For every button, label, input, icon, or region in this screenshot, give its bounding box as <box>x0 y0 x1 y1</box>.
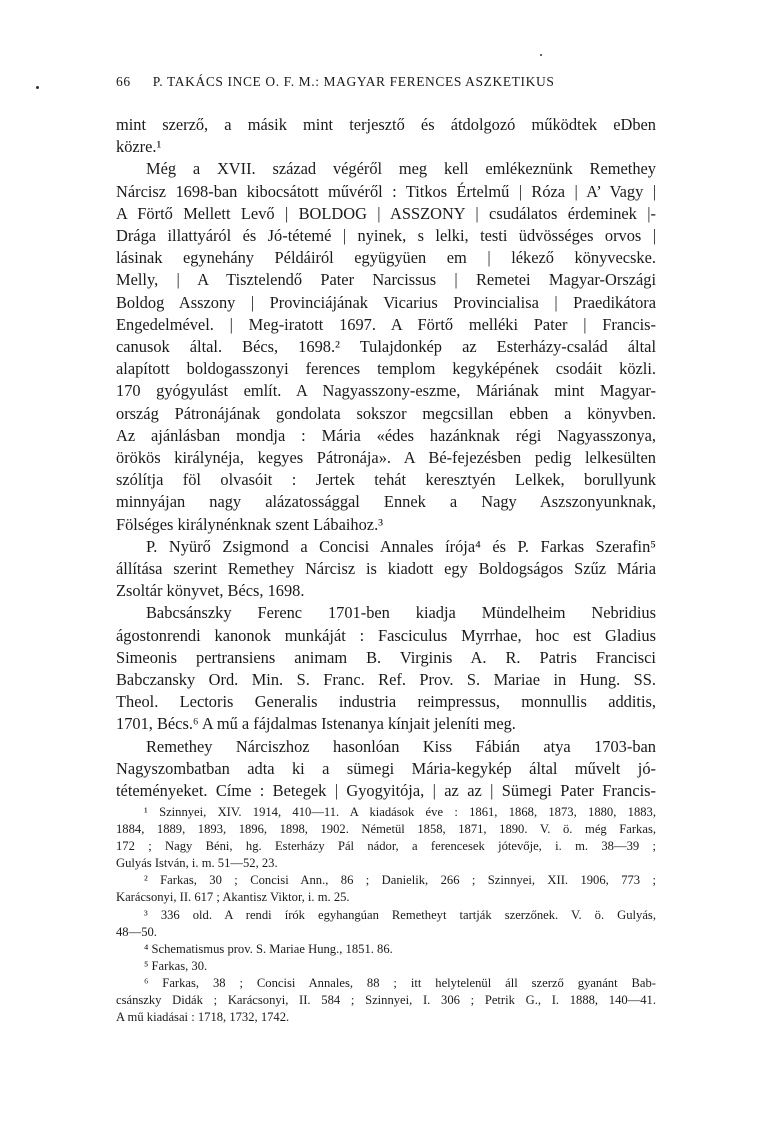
text-line: Theol. Lectoris Generalis industria reimpressus, monnullis additis, <box>116 692 656 712</box>
text-line: örökös királynéja, kegyes Pátronája». A Bé-fejezésben pedig lelkesülten <box>116 448 656 468</box>
text-line: lásinak egynehány Példáiról együgyüen em | lékező könyvecske. <box>116 248 656 268</box>
text-line: Babczansky Ord. Min. S. Franc. Ref. Prov. S. Mariae in Hung. SS. <box>116 670 656 690</box>
text-line: Melly, | A Tisztelendő Pater Narcissus | Remetei Magyar-Országi <box>116 270 656 290</box>
text-line: P. Nyürő Zsigmond a Concisi Annales írója⁴ és P. Farkas Szerafin⁵ <box>146 536 656 556</box>
text-line: Zsoltár könyvet, Bécs, 1698. <box>116 581 305 601</box>
text-line: Babcsánszky Ferenc 1701-ben kiadja Mündelheim Nebridius <box>146 603 656 623</box>
text-line: minnyájan nagy alázatossággal Ennek a Nagy Aszszonyunknak, <box>116 492 656 512</box>
running-title: P. TAKÁCS INCE O. F. M.: MAGYAR FERENCES ASZKETIKUS <box>152 74 555 89</box>
footnote-line: ² Farkas, 30 ; Concisi Ann., 86 ; Danielik, 266 ; Szinnyei, XII. 1906, 773 ; <box>144 873 656 888</box>
main-text <box>116 114 656 802</box>
text-line: Remethey Nárciszhoz hasonlóan Kiss Fábián atya 1703-ban <box>146 736 656 756</box>
print-speck <box>540 54 542 56</box>
text-line: Az ajánlásban mondja : Mária «édes hazánknak régi Nagyasszonya, <box>116 425 656 445</box>
text-line: alapított boldogasszonyi ferences templom kegyképének csodáit közli. <box>116 359 656 379</box>
text-line: A Förtő Mellett Levő | BOLDOG | ASSZONY | csudálatos érdeminek |- <box>116 203 656 223</box>
text-line: Boldog Asszony | Provinciájának Vicarius Provincialisa | Praedikátora <box>116 292 656 312</box>
text-line: 170 gyógyulást említ. A Nagyasszony-eszme, Máriának mint Magyar- <box>116 381 656 401</box>
footnote-line: ⁵ Farkas, 30. <box>144 958 208 973</box>
footnote-line: ⁴ Schematismus prov. S. Mariae Hung., 1851. 86. <box>144 941 393 956</box>
footnote-line: Gulyás István, i. m. 51—52, 23. <box>116 856 278 871</box>
text-line: téteményeket. Címe : Betegek | Gyogyitója, | az az | Sümegi Pater Francis- <box>116 781 656 801</box>
footnote-line: ³ 336 old. A rendi írók egyhangúan Remetheyt tartják szerzőnek. V. ö. Gulyás, <box>144 907 656 922</box>
footnote-line: csánszky Didák ; Karácsonyi, II. 584 ; Szinnyei, I. 306 ; Petrik G., I. 1888, 140—41. <box>116 993 656 1008</box>
footnote-line: A mű kiadásai : 1718, 1732, 1742. <box>116 1010 290 1025</box>
text-line: Engedelmével. | Meg-iratott 1697. A Förtő melléki Pater | Francis- <box>116 314 656 334</box>
footnote-line: 48—50. <box>116 924 157 939</box>
print-speck <box>36 86 39 89</box>
footnote-line: 172 ; Nagy Béni, hg. Esterházy Pál nádor, a ferencesek jótevője, i. m. 38—39 ; <box>116 839 656 854</box>
footnote-line: 1884, 1889, 1893, 1896, 1898, 1902. Németül 1858, 1871, 1890. V. ö. még Farkas, <box>116 822 656 837</box>
running-header <box>116 74 656 90</box>
text-line: 1701, Bécs.⁶ A mű a fájdalmas Istenanya kínjait jeleníti meg. <box>116 714 516 734</box>
text-line: Még a XVII. század végéről meg kell emlékeznünk Remethey <box>146 159 656 179</box>
footnote-line: ⁶ Farkas, 38 ; Concisi Annales, 88 ; itt helytelenül áll szerző gyanánt Bab- <box>144 975 656 990</box>
text-line: ágostonrendi kanonok munkáját : Fasciculus Myrrhae, hoc est Gladius <box>116 625 656 645</box>
text-line: Drága illattyáról és Jó-tétemé | nyinek, s lelki, testi üdvösséges orvos | <box>116 226 656 246</box>
text-line: mint szerző, a másik mint terjesztő és átdolgozó működtek eDben <box>116 115 656 134</box>
text-line: közre.¹ <box>116 137 162 157</box>
footnote-line: ¹ Szinnyei, XIV. 1914, 410—11. A kiadások éve : 1861, 1868, 1873, 1880, 1883, <box>144 805 656 819</box>
page-number: 66 <box>116 74 131 89</box>
text-line: Nárcisz 1698-ban kibocsátott művéről : Titkos Értelmű | Róza | A’ Vagy | <box>116 181 656 201</box>
text-line: ország Pátronájának gondolata sokszor megcsillan ebben a könyvben. <box>116 403 656 423</box>
text-line: canusok által. Bécs, 1698.² Tulajdonkép az Esterházy-család által <box>116 337 656 357</box>
text-line: szólítja föl olvasóit : Jertek tehát keresztyén Lelkek, borullyunk <box>116 470 656 490</box>
text-line: Fölséges királynénknak szent Lábaihoz.³ <box>116 514 384 534</box>
footnote-line: Karácsonyi, II. 617 ; Akantisz Viktor, i. m. 25. <box>116 890 350 905</box>
text-line: állítása szerint Remethey Nárcisz is kiadott egy Boldogságos Szűz Mária <box>116 559 656 579</box>
footnotes <box>116 804 656 1026</box>
text-line: Nagyszombatban adta ki a sümegi Mária-kegykép által művelt jó- <box>116 758 656 778</box>
text-line: Simeonis pertransiens animam B. Virginis A. R. Patris Francisci <box>116 647 656 667</box>
